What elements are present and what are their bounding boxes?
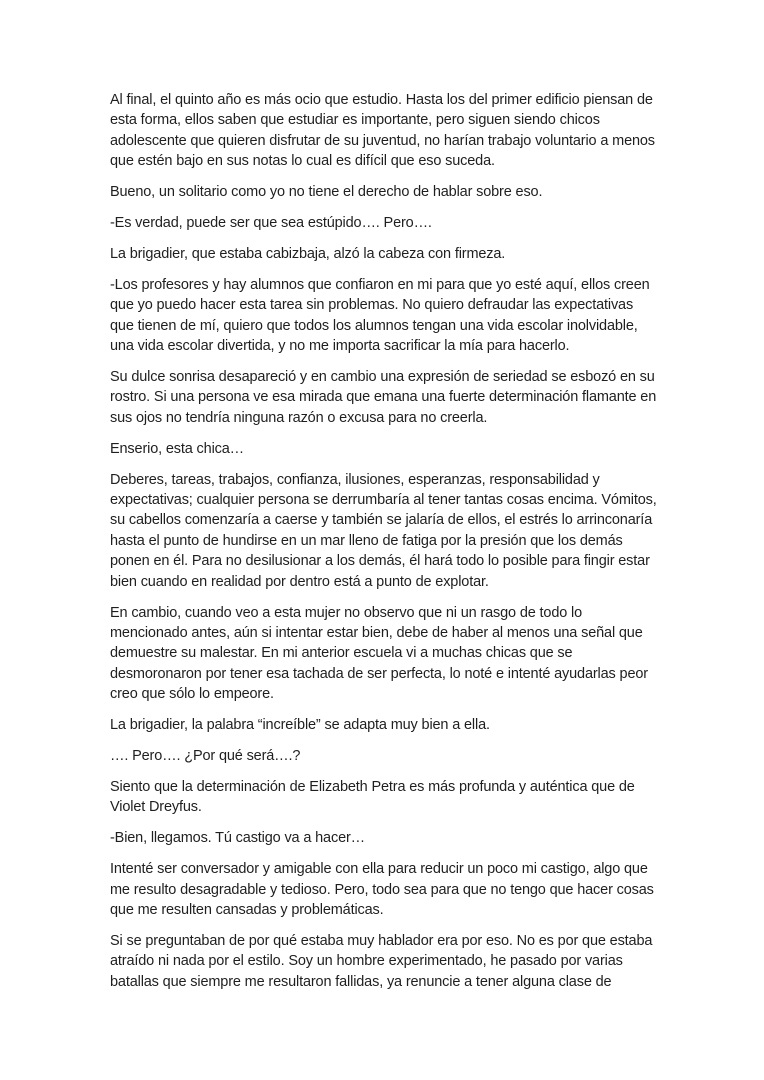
- paragraph-7: Enserio, esta chica…: [110, 440, 245, 457]
- paragraph-13: -Bien, llegamos. Tú castigo va a hacer…: [110, 830, 366, 847]
- paragraph-14: Intenté ser conversador y amigable con ella para reducir un poco mi castigo, algo que me resulto desagradable y tedioso. Pero, todo sea para que no tengo que hacer cosas que me resulten cansadas y problemáticas.: [110, 861, 654, 918]
- document-body: [110, 90, 658, 1003]
- paragraph-12: Siento que la determinación de Elizabeth Petra es más profunda y auténtica que de Violet Dreyfus.: [110, 778, 635, 816]
- paragraph-1: Al final, el quinto año es más ocio que estudio. Hasta los del primer edificio piensan de esta forma, ellos saben que estudiar es importante, pero siguen siendo chicos adolescente que quieren disfrutar de su juventud, no harían trabajo voluntario a menos que estén bajo en sus notas lo cual es difícil que eso suceda.: [110, 92, 655, 170]
- paragraph-3: -Es verdad, puede ser que sea estúpido…. Pero….: [110, 215, 432, 232]
- paragraph-4: La brigadier, que estaba cabizbaja, alzó la cabeza con firmeza.: [110, 245, 506, 262]
- paragraph-15: Si se preguntaban de por qué estaba muy hablador era por eso. No es por que estaba atraído ni nada por el estilo. Soy un hombre experimentado, he pasado por varias batallas que siempre me resultaron fallidas, ya renuncie a tener alguna clase de: [110, 932, 653, 990]
- paragraph-10: La brigadier, la palabra “increíble” se adapta muy bien a ella.: [110, 717, 490, 734]
- paragraph-6: Su dulce sonrisa desapareció y en cambio una expresión de seriedad se esbozó en su rostro. Si una persona ve esa mirada que emana una fuerte determinación flamante en sus ojos no tendría ninguna razón o excusa para no creerla.: [110, 368, 657, 426]
- paragraph-11: …. Pero…. ¿Por qué será….?: [110, 747, 301, 764]
- paragraph-8: Deberes, tareas, trabajos, confianza, ilusiones, esperanzas, responsabilidad y expectativas; cualquier persona se derrumbaría al tener tantas cosas encima. Vómitos, su cabellos comenzaría a caerse y también se jalaría de ellos, el estrés lo arrinconaría hasta el punto de hundirse en un mar lleno de fatiga por la presión que los demás ponen en él. Para no desilusionar a los demás, él hará todo lo posible para fingir estar bien cuando en realidad por dentro está a punto de explotar.: [110, 471, 657, 590]
- paragraph-9: En cambio, cuando veo a esta mujer no observo que ni un rasgo de todo lo mencionado antes, aún si intentar estar bien, debe de haber al menos una señal que demuestre su malestar. En mi anterior escuela vi a muchas chicas que se desmoronaron por tener esa tachada de ser perfecta, lo noté e intenté ayudarlas peor creo que sólo lo empeore.: [110, 604, 648, 703]
- paragraph-5: -Los profesores y hay alumnos que confiaron en mi para que yo esté aquí, ellos creen que yo puedo hacer esta tarea sin problemas. No quiero defraudar las expectativas que tienen de mí, quiero que todos los alumnos tengan una vida escolar inolvidable, una vida escolar divertida, y no me importa sacrificar la mía para hacerlo.: [110, 276, 650, 355]
- paragraph-2: Bueno, un solitario como yo no tiene el derecho de hablar sobre eso.: [110, 184, 543, 201]
